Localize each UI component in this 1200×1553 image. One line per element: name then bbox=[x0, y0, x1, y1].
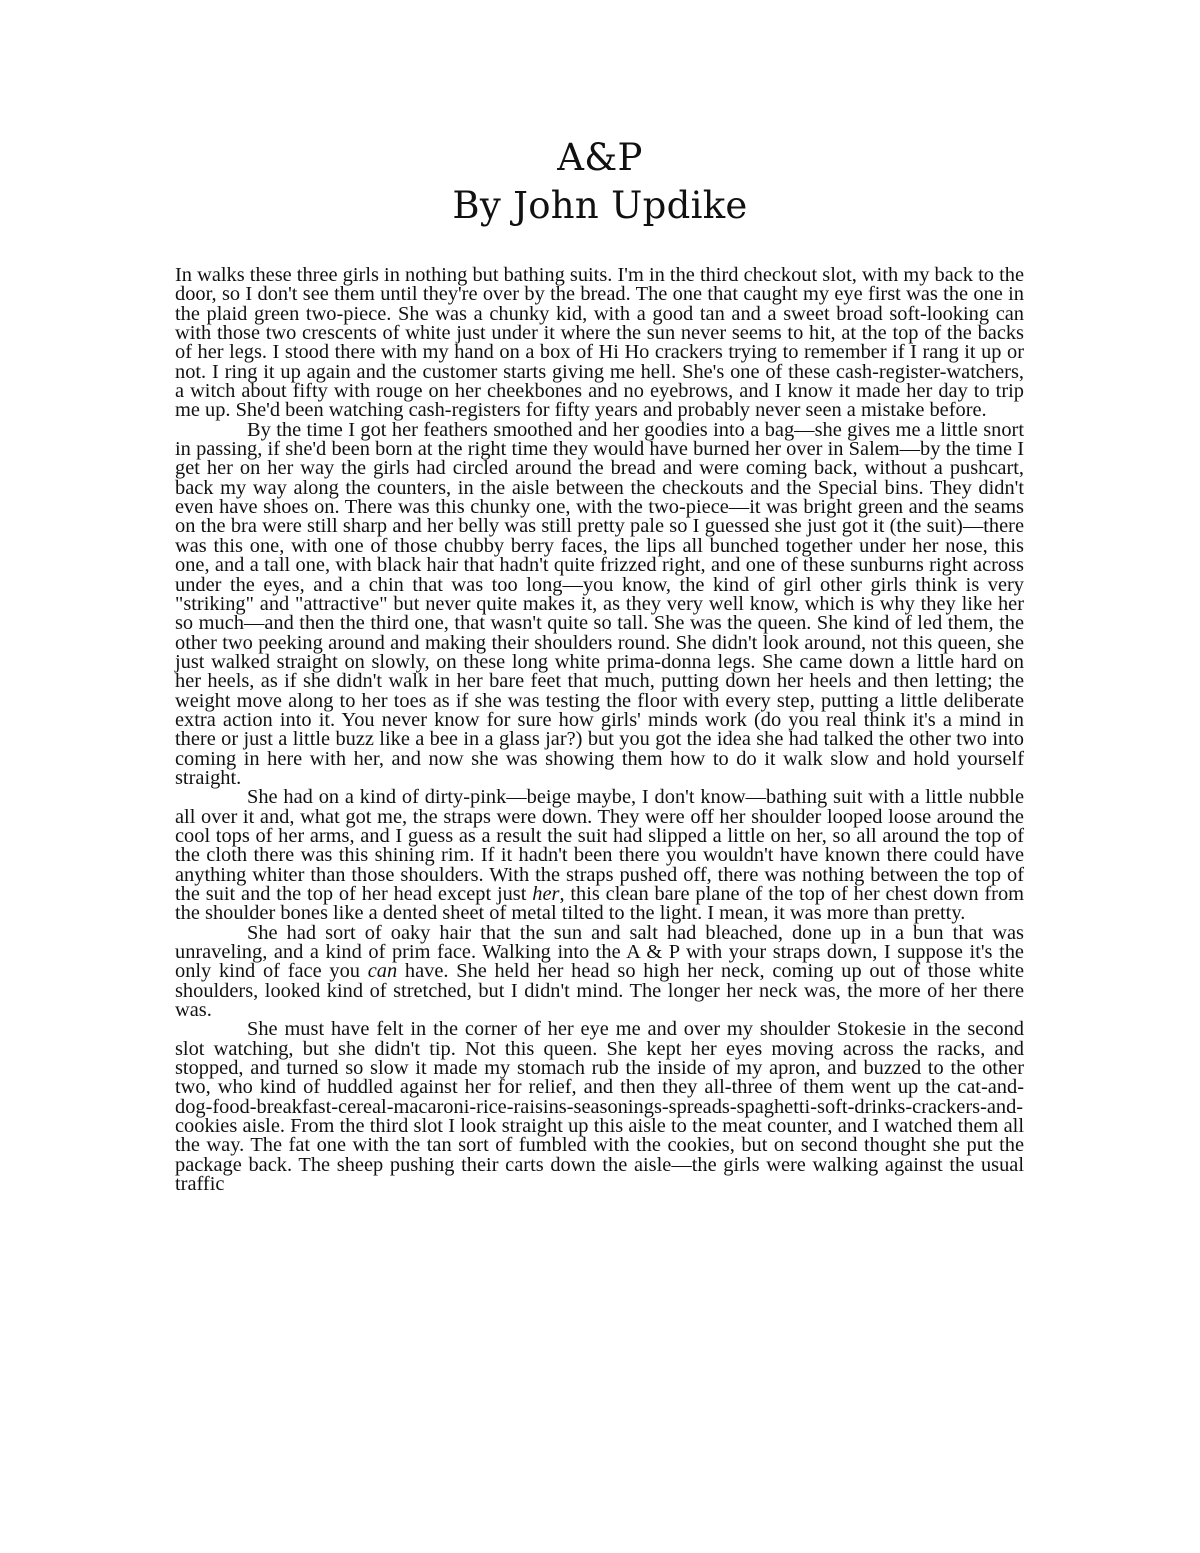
paragraph-1 bbox=[175, 266, 1024, 421]
paragraph-5 bbox=[175, 1020, 1024, 1194]
author-byline: By John Updike bbox=[452, 184, 748, 227]
paragraph-text: By the time I got her feathers smoothed and her goodies into a bag—she gives me a little snort in passing, if she'd been born at the right time they would have burned her over in Salem—by the time I get her on her way the girls had circled around the bread and were coming back, without a pushcart, back my way along the counters, in the aisle between the checkouts and the Special bins. They didn't even have shoes on. There was this chunky one, with the two-piece—it was bright green and the seams on the bra were still sharp and her belly was still pretty pale so I guessed she just got it (the suit)—there was this one, with one of those chubby berry faces, the lips all bunched together under her nose, this one, and a tall one, with black hair that hadn't quite frizzed right, and one of these sunburns right across under the eyes, and a chin that was too long—you know, the kind of girl other girls think is very "striking" and "attractive" but never quite makes it, as they very well know, which is why they like her so much—and then the third one, that wasn't quite so tall. She was the queen. She kind of led them, the other two peeking around and making their shoulders round. She didn't look around, not this queen, she just walked straight on slowly, on these long white prima-donna legs. She came down a little hard on her heels, as if she didn't walk in her bare feet that much, putting down her heels and then letting; the weight move along to her toes as if she was testing the floor with every step, putting a little deliberate extra action into it. You never know for sure how girls' minds work (do you real think it's a mind in there or just a little buzz like a bee in a glass jar?) but you got the idea she had talked the other two into coming in here with her, and now she was showing them how to do it walk slow and hold yourself straight. bbox=[175, 418, 1024, 789]
paragraph-3 bbox=[175, 788, 1024, 923]
paragraph-text: She had on a kind of dirty-pink—beige maybe, I don't know—bathing suit with a little nubble all over it and, what got me, the straps were down. They were off her shoulder looped loose around the cool tops of her arms, and I guess as a result the suit had slipped a little on her, so all around the top of the cloth there was this shining rim. If it hadn't been there you wouldn't have known there could have anything whiter than those shoulders. With the straps pushed off, there was nothing between the top of the suit and the top of her head except just bbox=[175, 786, 1024, 905]
story-title: A&P bbox=[557, 136, 643, 179]
emphasis-her: her bbox=[532, 883, 560, 905]
title-block bbox=[0, 134, 1200, 230]
emphasis-can: can bbox=[367, 960, 398, 983]
paragraph-text: She had sort of oaky hair that the sun and salt had bleached, done up in a bun that was unraveling, and a kind of prim face. Walking into the A & P with your straps down, I suppose it's the only kind of face you bbox=[175, 921, 1024, 983]
story-body bbox=[175, 266, 1024, 1195]
paragraph-text: She must have felt in the corner of her eye me and over my shoulder Stokesie in the second slot watching, but she didn't tip. Not this queen. She kept her eyes moving across the racks, and stopped, and turned so slow it made my stomach rub the inside of my apron, and buzzed to the other two, who kind of huddled against her for relief, and then they all-three of them went up the cat-and-dog-food-breakfast-cereal-macaroni-rice-raisins-seasonings-spreads-spaghetti-soft-drinks-crackers-and-cookies aisle. From the third slot I look straight up this aisle to the meat counter, and I watched them all the way. The fat one with the tan sort of fumbled with the cookies, but on second thought she put the package back. The sheep pushing their carts down the aisle—the girls were walking against the usual traffic bbox=[175, 1018, 1024, 1196]
paragraph-4 bbox=[175, 921, 1024, 1022]
paragraph-text: , this clean bare plane of the top of her chest down from the shoulder bones like a dented sheet of metal tilted to the light. I mean, it was more than pretty. bbox=[175, 883, 1025, 925]
paragraph-text: In walks these three girls in nothing but bathing suits. I'm in the third checkout slot, with my back to the door, so I don't see them until they're over by the bread. The one that caught my eye first was the one in the plaid green two-piece. She was a chunky kid, with a good tan and a sweet broad soft-looking can with those two crescents of white just under it where the sun never seems to hit, at the top of the backs of her legs. I stood there with my hand on a box of Hi Ho crackers trying to remember if I rang it up or not. I ring it up again and the customer starts giving me hell. She's one of these cash-register-watchers, a witch about fifty with rouge on her cheekbones and no eyebrows, and I know it made her day to trip me up. She'd been watching cash-registers for fifty years and probably never seen a mistake before. bbox=[175, 264, 1024, 422]
paragraph-text: have. She held her head so high her neck, coming up out of those white shoulders, looked kind of stretched, but I didn't mind. The longer her neck was, the more of her there was. bbox=[175, 960, 1024, 1022]
paragraph-2 bbox=[175, 418, 1024, 789]
